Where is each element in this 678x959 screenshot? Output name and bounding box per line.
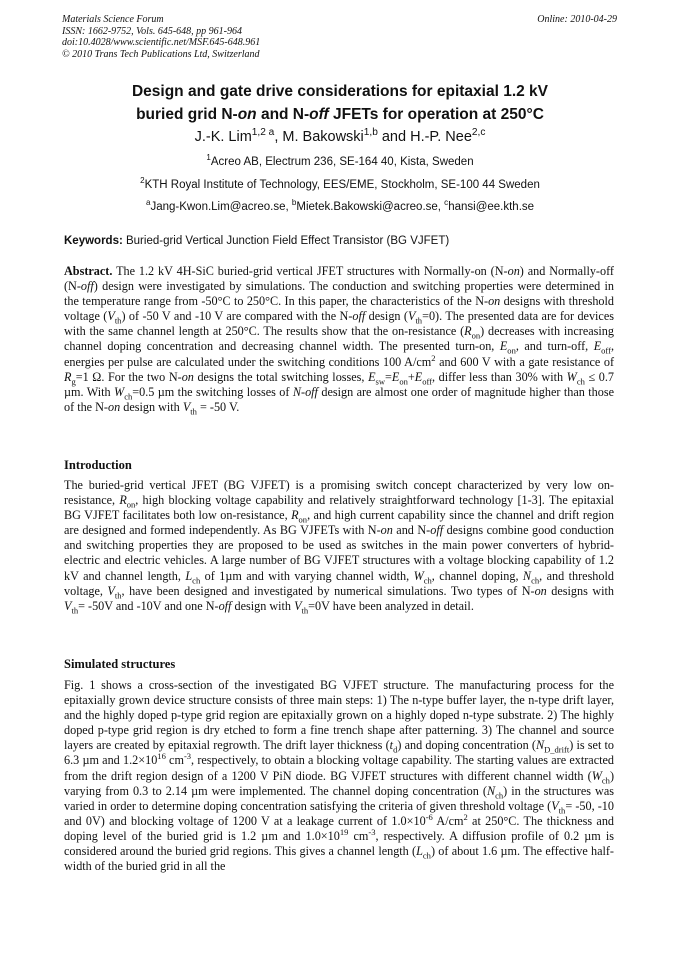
author-affil-mark: 2,c: [471, 127, 486, 139]
subscript: ch: [192, 575, 201, 585]
text-run: =0V have been analyzed in detail.: [308, 598, 474, 613]
text-run: ) of -50 V and -10 V are compared with the N-: [121, 309, 353, 324]
symbol: W: [591, 768, 602, 783]
text-run: , and threshold voltage,: [64, 568, 614, 598]
text-run: =0.5 µm the switching losses of: [132, 384, 293, 399]
text-run: at 250°C. The thickness and doping level of the buried grid is 1.2 µm and 1.0×10: [64, 813, 615, 843]
symbol: W: [413, 568, 424, 583]
email-mark: a: [145, 198, 151, 208]
subscript: on: [298, 514, 308, 525]
text-run: ) decreases with increasing channel doping concentration and decreasing channel width. The presented turn-on,: [64, 324, 614, 354]
doi-line: doi:10.4028/www.scientific.net/MSF.645-648.961: [62, 37, 261, 48]
subscript: th: [558, 805, 566, 816]
text-run: ) of about 1.6 µm. The effective half-width of the buried grid in all the: [64, 844, 614, 874]
symbol: V: [551, 798, 559, 813]
superscript: -3: [368, 826, 376, 837]
subscript: ch: [601, 775, 610, 785]
symbol: t: [389, 738, 394, 753]
text-run: on: [534, 583, 547, 598]
issn-line: ISSN: 1662-9752, Vols. 645-648, pp 961-964: [62, 25, 242, 37]
title-part: on: [237, 106, 257, 123]
title-line-2: [40, 103, 640, 126]
text-run: design with: [231, 598, 295, 613]
subscript: th: [114, 315, 122, 326]
author-name: and H.-P. Nee: [377, 129, 472, 145]
text-run: = -50 V.: [196, 399, 240, 414]
symbol: W: [566, 369, 577, 384]
text-run: cm: [348, 828, 369, 843]
author-affil-mark: 1,b: [363, 127, 378, 139]
text-run: =: [385, 369, 392, 384]
keywords-label: Keywords:: [64, 235, 123, 247]
subscript: off: [601, 345, 611, 356]
journal-name: Materials Science Forum: [62, 14, 164, 25]
keywords-text: Buried-grid Vertical Junction Field Effect Transistor (BG VJFET): [122, 235, 450, 247]
title-part: JFETs for operation at 250°C: [328, 106, 544, 123]
subscript: on: [507, 345, 516, 356]
title-part: buried grid N-: [136, 106, 238, 123]
symbol: N: [535, 738, 545, 753]
simulated-structures-paragraph: [64, 678, 614, 874]
text-run: ) in the structures was varied in order to determine doping concentration satisfying the criteria of given threshold voltage (: [64, 783, 614, 813]
text-run: , channel doping,: [431, 568, 523, 583]
symbol: L: [416, 844, 423, 859]
subscript: ch: [422, 850, 431, 861]
symbol: V: [107, 583, 115, 598]
text-run: A/cm: [432, 813, 464, 828]
email: hansi@ee.kth.se: [448, 201, 535, 213]
superscript: 2: [431, 352, 436, 363]
text-run: N-off: [292, 384, 318, 399]
symbol: V: [107, 309, 115, 324]
text-run: and 600 V with a gate resistance of: [435, 354, 614, 369]
text-run: design (: [365, 309, 408, 324]
subscript: d: [393, 744, 398, 755]
subscript: th: [71, 605, 79, 616]
symbol: V: [182, 399, 191, 414]
author-affil-mark: 1,2 a: [251, 127, 275, 139]
superscript: 16: [157, 751, 166, 762]
symbol: N: [522, 568, 532, 583]
subscript: sw: [375, 376, 385, 387]
symbol: E: [499, 339, 508, 354]
text-run: = -50, -10 and 0V) and blocking voltage of 1200 V at a leakage current of 1.0×10: [64, 798, 614, 828]
text-run: The buried-grid vertical JFET (BG VJFET) is a promising switch concept characterized by very low on-resistance,: [64, 478, 614, 508]
author-name: , M. Bakowski: [274, 129, 364, 145]
subscript: th: [415, 315, 423, 326]
subscript: ch: [495, 790, 504, 801]
text-run: ) design were investigated by simulations. The conduction and switching properties were determined in the temperature range from -50°C to 250°C. In this paper, the characteristics of the N-: [64, 279, 614, 309]
affil-number: 2: [140, 176, 145, 186]
email-line: [40, 198, 640, 213]
subscript: ch: [576, 376, 585, 387]
subscript: on: [399, 376, 408, 387]
subscript: th: [114, 590, 122, 601]
subscript: th: [190, 406, 197, 417]
text-run: , and high current capability since the channel and drift region are designed and formed independently. As BG VJFETs with N-: [64, 508, 614, 538]
text-run: , high blocking voltage capability and relatively straightforward technology [1-3]. The epitaxial BG VJFET facilitates both low on-resistance,: [64, 493, 614, 523]
paper-title: [40, 80, 640, 126]
abstract-paragraph: [64, 264, 614, 415]
text-run: , differ less than 30% with: [431, 369, 567, 384]
subscript: th: [301, 605, 309, 616]
text-run: ) is set to 6.3 µm and 1.2×10: [64, 738, 614, 768]
online-date: Online: 2010-04-29: [537, 14, 617, 25]
text-run: of 1µm and with varying channel width,: [200, 568, 414, 583]
text-run: ) varying from 0.3 to 2.14 µm were implemented. The channel doping concentration (: [64, 768, 614, 798]
text-run: on: [181, 369, 194, 384]
text-run: designs with: [546, 583, 614, 598]
text-run: , have been designed and investigated by numerical simulations. Two types of N-: [121, 583, 535, 598]
title-line-1: Design and gate drive considerations for epitaxial 1.2 kV: [131, 83, 549, 100]
superscript: 2: [463, 811, 468, 822]
text-run: Fig. 1 shows a cross-section of the investigated BG VJFET structure. The manufacturing process for the epitaxially grown device structure consists of three main steps: 1) The n-type buffer layer, the n-type drift layer, and the highly doped p-type grid region are epitaxially grown on a highly doped n-type substrate. 2) The highly doped p-type grid region is dry etched to form a fine trench shape after patterning. 3) The channel and source layers are created by epitaxial regrowth. The drift layer thickness (: [64, 678, 614, 753]
affiliation-1: [40, 153, 640, 168]
text-run: off: [430, 523, 444, 538]
text-run: ) and doping concentration (: [397, 738, 536, 753]
text-run: , respectively. A diffusion profile of 0.2 µm is considered around the buried grid regions. This gives a channel length (: [64, 828, 614, 859]
subscript: on: [471, 330, 481, 341]
symbol: R: [464, 324, 472, 339]
text-run: off: [218, 598, 232, 613]
text-run: design are almost one order of magnitude higher than those of the N-: [64, 384, 614, 414]
text-run: on: [380, 523, 393, 538]
symbol: E: [391, 369, 400, 384]
symbol: L: [185, 568, 193, 583]
text-run: design with: [120, 399, 183, 414]
email: Mietek.Bakowski@acreo.se,: [296, 201, 445, 213]
symbol: R: [291, 508, 299, 523]
text-run: designs with threshold voltage (: [64, 294, 614, 324]
subscript: off: [422, 376, 432, 387]
text-run: designs combine good conduction and switching properties they are proposed to be used as switches in the main power converters of hybrid-electric and electric vehicles. A large number of BG VJFET structures with a voltage blocking capability of 1.2 kV and channel length,: [64, 523, 615, 583]
affiliation-2: [40, 176, 640, 191]
symbol: E: [593, 339, 602, 354]
email: Jang-Kwon.Lim@acreo.se,: [150, 201, 292, 213]
text-run: on: [488, 294, 501, 309]
text-run: and N-: [392, 523, 431, 538]
subscript: on: [126, 499, 136, 510]
text-run: cm: [165, 753, 184, 768]
text-run: , energies per pulse are calculated under the switching conditions 100 A/cm: [64, 339, 614, 369]
email-mark: c: [444, 198, 449, 208]
text-run: off: [352, 309, 366, 324]
text-run: The 1.2 kV 4H-SiC buried-grid vertical JFET structures with Normally-on (N-: [112, 264, 508, 278]
keywords-line: [64, 235, 449, 247]
symbol: R: [64, 369, 72, 384]
superscript: 19: [339, 826, 349, 837]
author-list: [40, 129, 640, 145]
title-part: off: [309, 106, 329, 123]
email-mark: b: [291, 198, 297, 208]
subscript: D_drift: [544, 744, 570, 755]
simulated-structures-heading: Simulated structures: [64, 657, 176, 671]
symbol: E: [368, 369, 376, 384]
symbol: W: [114, 384, 125, 399]
text-run: off: [80, 279, 94, 294]
affil-text: KTH Royal Institute of Technology, EES/EME, Stockholm, SE-100 44 Sweden: [144, 179, 540, 191]
text-run: on: [108, 399, 121, 414]
text-run: +: [407, 369, 415, 384]
superscript: -6: [425, 811, 433, 822]
abstract-label: Abstract.: [64, 264, 113, 278]
symbol: V: [294, 598, 302, 613]
text-run: ) and Normally-off (N-: [64, 264, 614, 294]
symbol: V: [407, 309, 416, 324]
text-run: on: [507, 264, 520, 278]
subscript: ch: [531, 575, 540, 585]
text-run: designs the total switching losses,: [193, 369, 369, 384]
text-run: =0). The presented data are for devices with the same channel length at 250°C. The results show that the on-resistance (: [64, 309, 614, 339]
symbol: V: [64, 598, 72, 613]
symbol: R: [119, 493, 127, 508]
introduction-heading: Introduction: [64, 458, 132, 472]
text-run: = -50V and -10V and one N-: [78, 598, 219, 613]
title-part: and N-: [256, 106, 310, 123]
affil-text: Acreo AB, Electrum 236, SE-164 40, Kista, Sweden: [210, 156, 474, 168]
symbol: N: [486, 783, 496, 798]
subscript: ch: [124, 391, 133, 402]
text-run: ≤ 0.7 µm. With: [64, 369, 614, 399]
text-run: =1 Ω. For the two N-: [75, 369, 182, 384]
text-run: , and turn-off,: [515, 339, 594, 354]
symbol: E: [414, 369, 423, 384]
copyright-line: © 2010 Trans Tech Publications Ltd, Switzerland: [62, 48, 260, 60]
superscript: -3: [183, 751, 192, 762]
subscript: g: [71, 376, 76, 387]
journal-header: [62, 14, 617, 60]
affil-number: 1: [206, 153, 211, 163]
introduction-paragraph: [64, 478, 614, 614]
subscript: ch: [423, 575, 432, 585]
text-run: , respectively, to obtain a blocking voltage capability. The starting values are extracted from the drift region design of a 1200 V PiN diode. BG VJFET structures with different channel width (: [64, 753, 614, 783]
author-name: J.-K. Lim: [194, 129, 252, 145]
